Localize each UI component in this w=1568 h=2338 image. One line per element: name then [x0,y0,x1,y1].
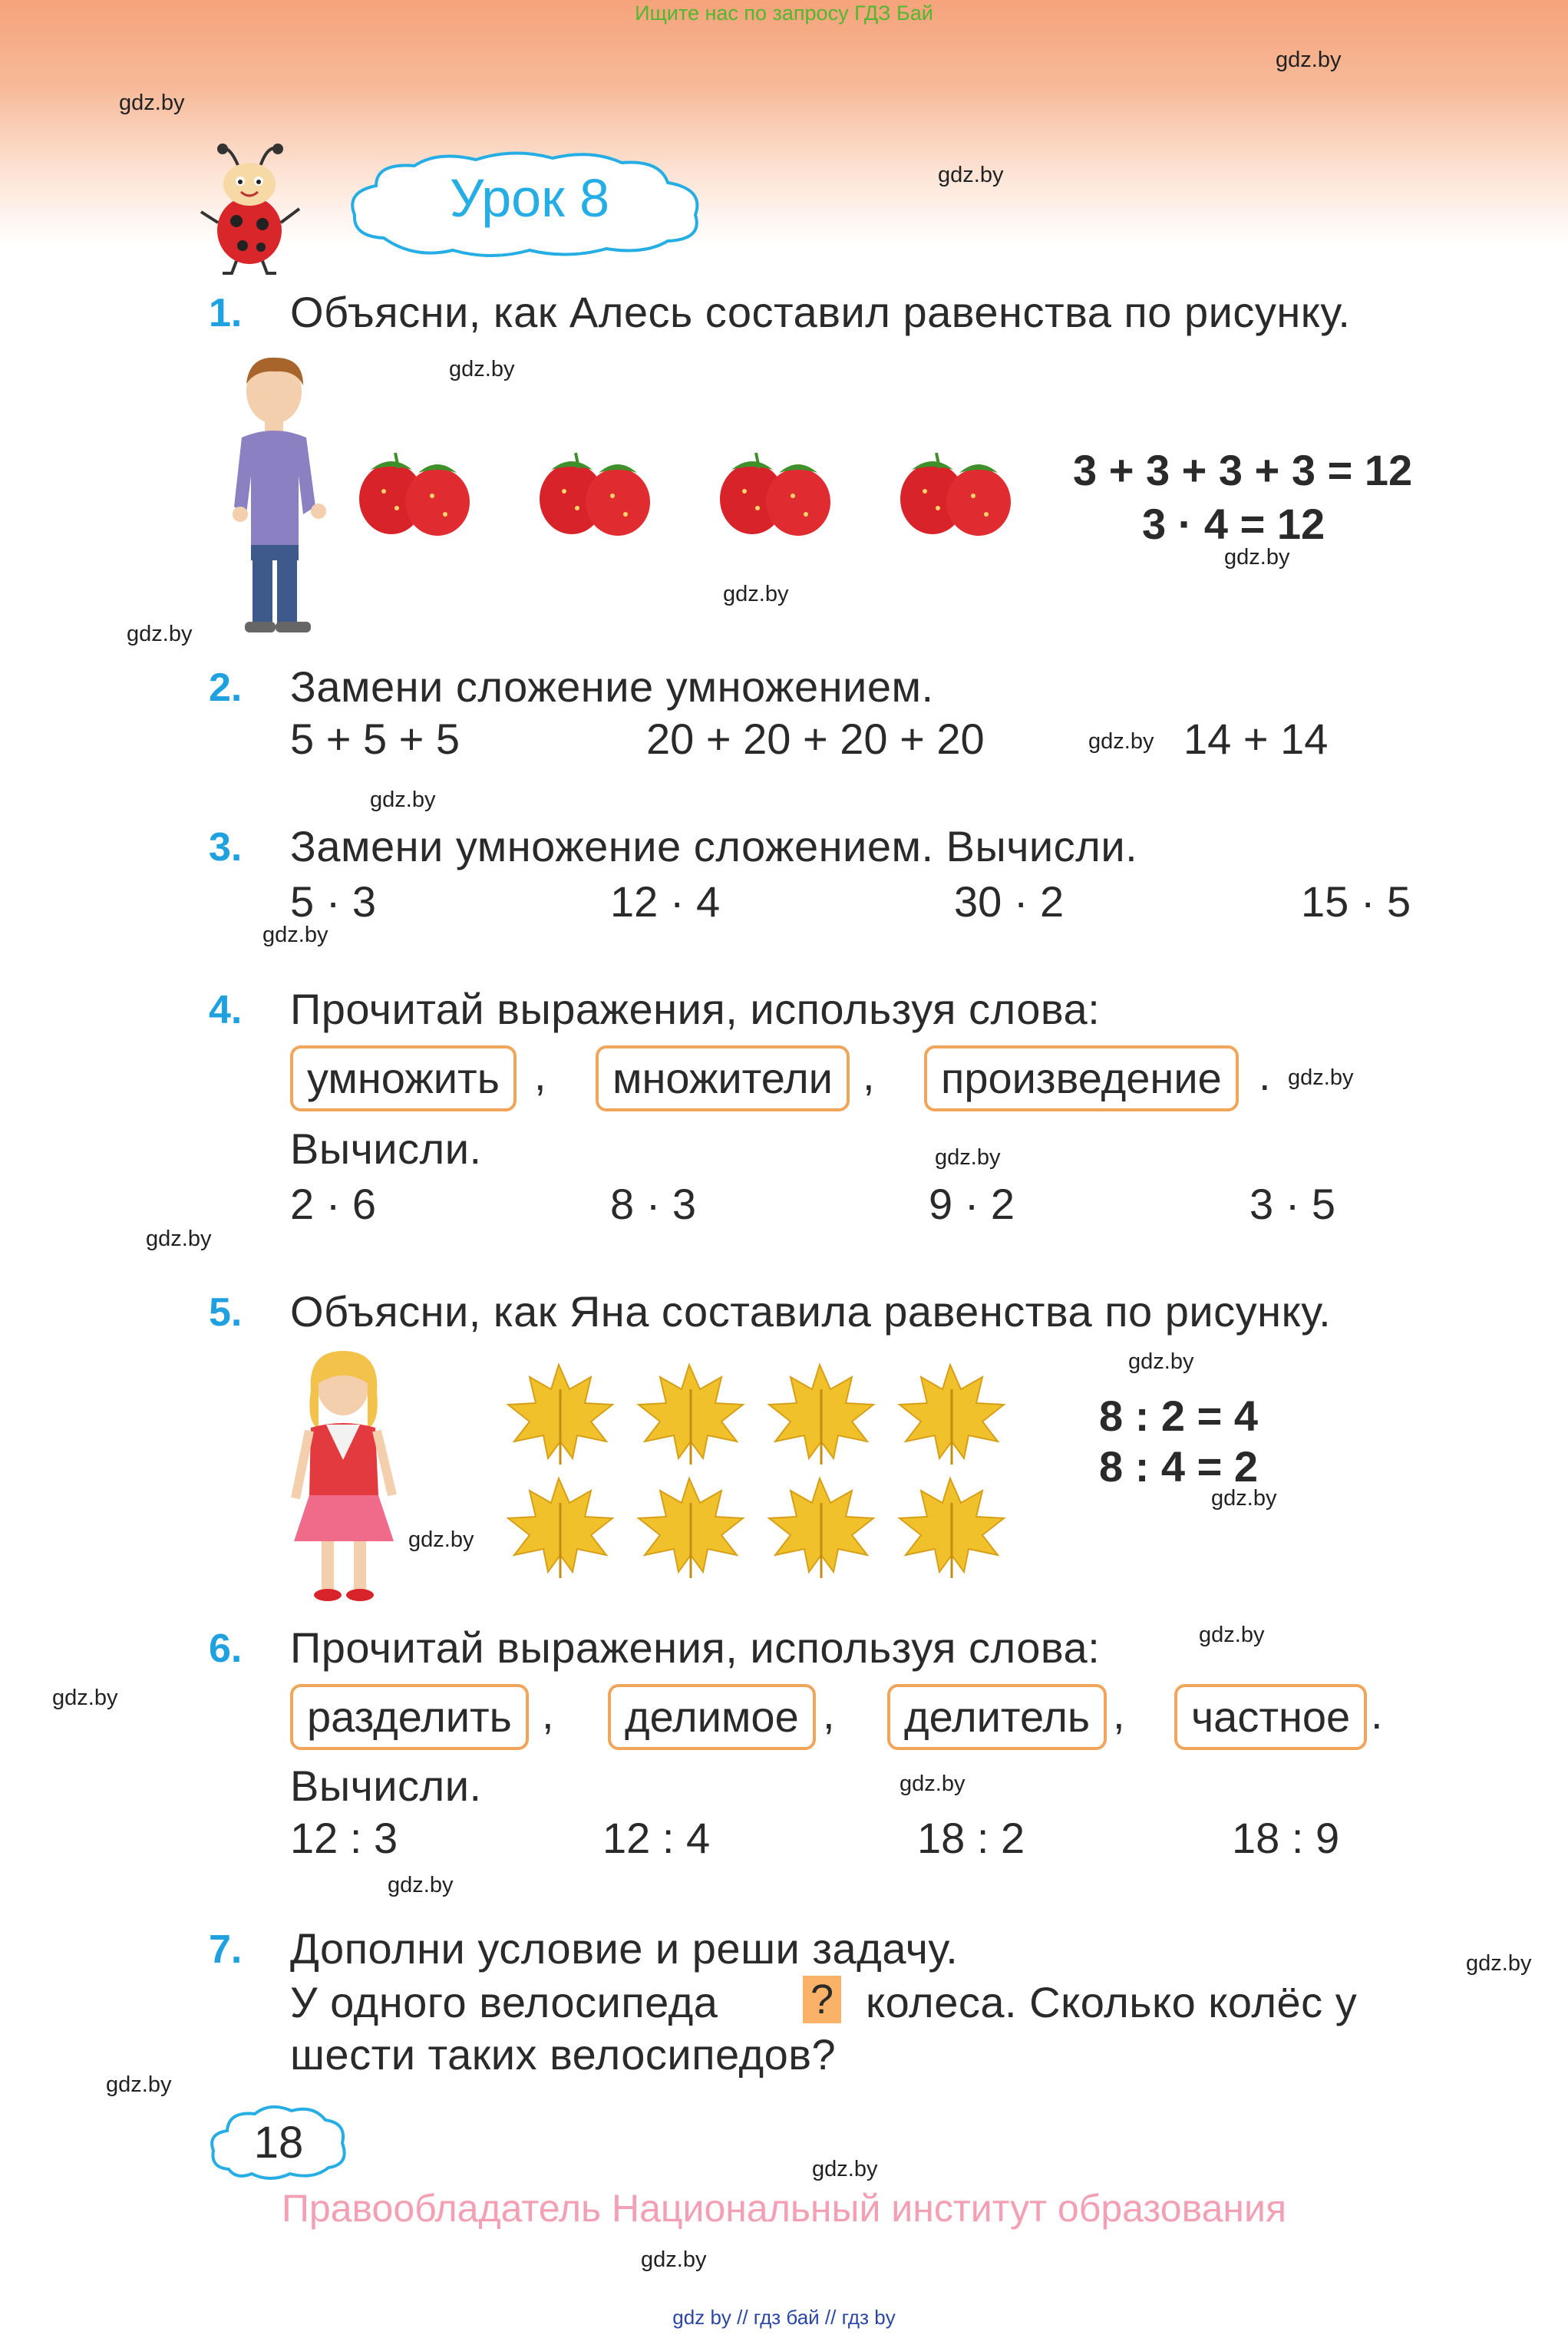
watermark: gdz.by [812,2157,878,2181]
task-6-expr: 18 : 9 [1232,1814,1340,1862]
comma: , [542,1689,554,1738]
task-4-expr: 2 · 6 [290,1180,377,1228]
task-7-line-3: шести таких велосипедов? [290,2030,837,2079]
task-7-line-1: Дополни условие и реши задачу. [290,1924,959,1973]
watermark: gdz.by [370,788,436,812]
watermark: gdz.by [1466,1951,1532,1976]
maple-leaves-illustration [505,1359,1035,1581]
task-2-text: Замени сложение умножением. [290,662,934,711]
task-3-expr: 30 · 2 [954,877,1065,926]
task-6-expr: 12 : 3 [290,1814,398,1862]
word-box: умножить [290,1045,517,1111]
task-2-expr: 14 + 14 [1183,715,1329,763]
task-6-expr: 18 : 2 [917,1814,1025,1862]
word-box: частное [1174,1684,1367,1750]
task-3-number: 3. [209,825,243,870]
task-6-number: 6. [209,1626,243,1671]
word-box: произведение [924,1045,1239,1111]
watermark: gdz.by [106,2072,172,2097]
watermark: gdz.by [119,91,185,115]
watermark: gdz.by [1088,729,1154,754]
word-box: делимое [608,1684,816,1750]
watermark: gdz.by [52,1686,118,1710]
period: . [1259,1051,1271,1099]
task-1-equation-2: 3 · 4 = 12 [1142,500,1325,548]
word-box: множители [596,1045,850,1111]
task-2-number: 2. [209,665,243,710]
footer-links[interactable]: gdz by // гдз бай // гдз by [672,2306,896,2329]
watermark: gdz.by [1199,1623,1265,1647]
watermark: gdz.by [641,2247,707,2272]
watermark: gdz.by [1128,1349,1194,1374]
watermark: gdz.by [1276,48,1342,72]
task-4-number: 4. [209,988,243,1032]
task-2-expr: 20 + 20 + 20 + 20 [646,715,985,763]
task-6-expr: 12 : 4 [602,1814,711,1862]
girl-illustration [288,1345,403,1606]
question-mark-box: ? [803,1976,841,2023]
watermark: gdz.by [146,1227,212,1251]
task-6-compute: Вычисли. [290,1762,482,1810]
comma: , [823,1689,835,1738]
watermark: gdz.by [935,1145,1001,1170]
watermark: gdz.by [900,1772,966,1796]
page-number: 18 [253,2118,304,2168]
watermark: gdz.by [723,582,789,606]
task-1-equation-1: 3 + 3 + 3 + 3 = 12 [1073,446,1413,494]
watermark: gdz.by [1211,1486,1277,1511]
watermark: gdz.by [127,622,193,646]
top-banner[interactable]: Ищите нас по запросу ГДЗ Бай [635,2,933,25]
comma: , [1113,1689,1125,1738]
task-3-expr: 5 · 3 [290,877,377,926]
task-4-expr: 3 · 5 [1249,1180,1336,1228]
word-box: разделить [290,1684,529,1750]
task-7-number: 7. [209,1927,243,1972]
word-box: делитель [887,1684,1107,1750]
watermark: gdz.by [938,163,1004,187]
task-3-expr: 12 · 4 [610,877,721,926]
task-2-expr: 5 + 5 + 5 [290,715,460,763]
task-6-text: Прочитай выражения, используя слова: [290,1623,1101,1672]
period: . [1371,1689,1383,1738]
task-7-line-2b: колеса. Сколько колёс у [866,1978,1358,2026]
watermark: gdz.by [388,1873,454,1897]
watermark: gdz.by [1224,545,1290,570]
lesson-title: Урок 8 [449,168,610,228]
comma: , [863,1051,875,1099]
watermark: gdz.by [262,923,328,947]
copyright: Правообладатель Национальный институт образования [281,2187,1287,2230]
task-5-text: Объясни, как Яна составила равенства по рисунку. [290,1287,1332,1336]
comma: , [534,1051,546,1099]
ladybug-icon [192,138,307,276]
watermark: gdz.by [449,357,515,381]
watermark: gdz.by [408,1527,474,1552]
task-5-number: 5. [209,1290,243,1335]
task-7-line-2a: У одного велосипеда [290,1978,718,2026]
watermark: gdz.by [1288,1065,1354,1090]
task-5-equation-2: 8 : 4 = 2 [1099,1442,1259,1491]
boy-illustration [219,353,334,637]
task-1-text: Объясни, как Алесь составил равенства по рисунку. [290,288,1351,336]
strawberries-illustration [349,445,1040,545]
task-1-number: 1. [209,291,243,335]
task-3-expr: 15 · 5 [1301,877,1411,926]
task-4-compute: Вычисли. [290,1124,482,1173]
task-4-expr: 8 · 3 [610,1180,697,1228]
task-5-equation-1: 8 : 2 = 4 [1099,1392,1259,1440]
task-4-text: Прочитай выражения, используя слова: [290,985,1101,1033]
task-3-text: Замени умножение сложением. Вычисли. [290,822,1138,870]
task-4-expr: 9 · 2 [929,1180,1015,1228]
